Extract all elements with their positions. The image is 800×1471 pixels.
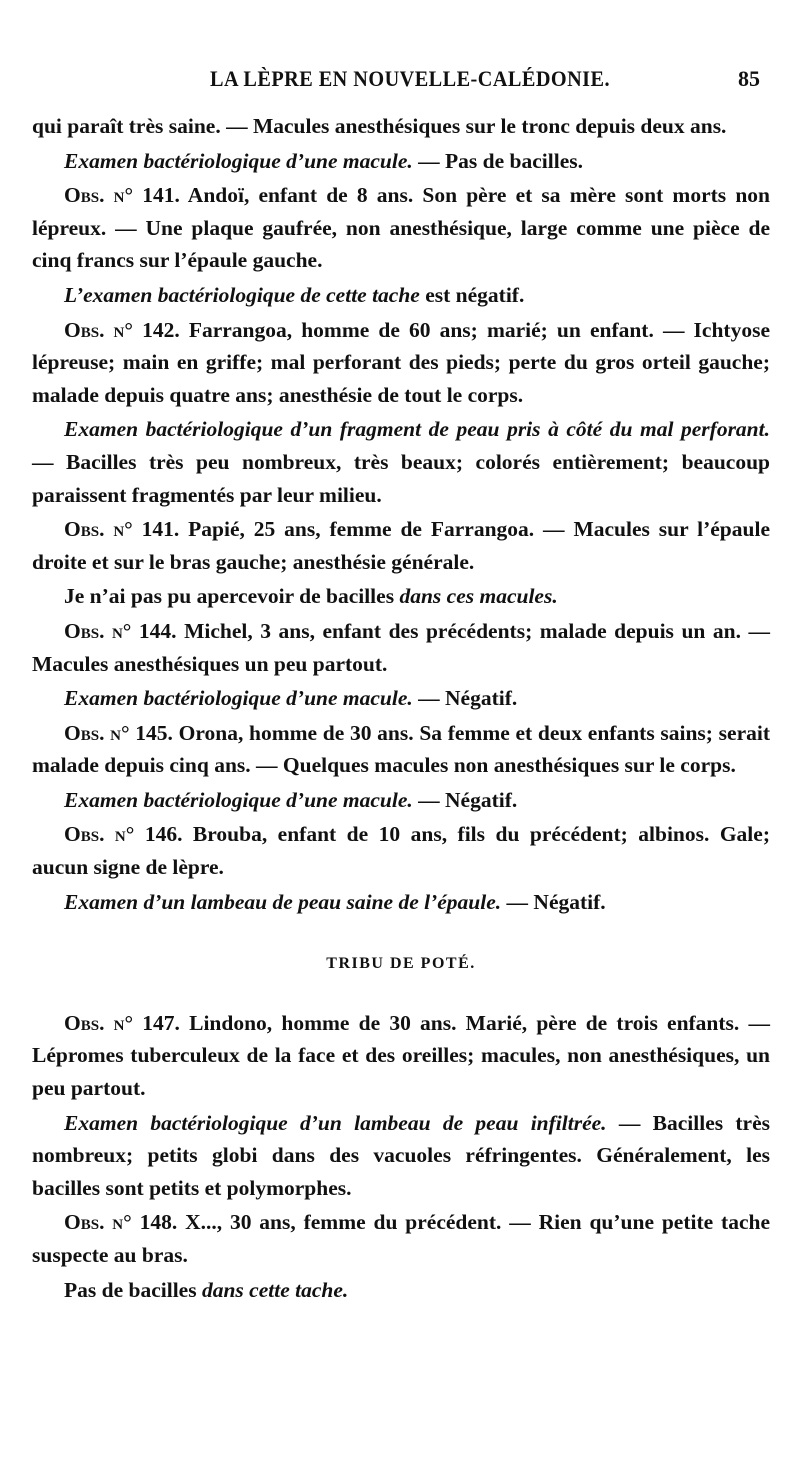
text: — Pas de bacilles. xyxy=(412,148,583,173)
text: Pas de bacilles xyxy=(64,1277,202,1302)
observation-label: Obs. n° 144. xyxy=(64,618,177,643)
body-text xyxy=(32,110,770,1306)
observation-146 xyxy=(32,818,770,883)
section-title: TRIBU DE POTÉ. xyxy=(326,955,476,973)
observation-141-papie xyxy=(32,513,770,578)
observation-label: Obs. n° 141. xyxy=(64,183,180,208)
observation-147 xyxy=(32,1007,770,1105)
paragraph xyxy=(32,784,770,817)
paragraph xyxy=(32,682,770,715)
observation-text: Michel, 3 ans, enfant des précédents; malade depuis un an. — Macules anesthésiques un peu partout. xyxy=(32,618,770,676)
paragraph xyxy=(32,1107,770,1205)
paragraph xyxy=(32,1274,770,1307)
observation-text: X..., 30 ans, femme du précédent. — Rien qu’une petite tache suspecte au bras. xyxy=(32,1210,770,1267)
italic-text: Examen bactériologique d’une macule. xyxy=(64,686,413,711)
observation-label: Obs. n° 147. xyxy=(64,1010,180,1035)
observation-text: Papié, 25 ans, femme de Farrangoa. — Macules sur l’épaule droite et sur le bras gauche; anesthésie générale. xyxy=(32,517,770,574)
italic-text: Examen bactériologique d’un lambeau de peau infiltrée. xyxy=(64,1110,607,1135)
text: est négatif. xyxy=(419,282,525,307)
observation-141-andoi xyxy=(32,179,770,277)
observation-text: Lindono, homme de 30 ans. Marié, père de trois enfants. — Lépromes tuberculeux de la face et des oreilles; macules, non anesthésiques, un peu partout. xyxy=(32,1010,770,1101)
text: — Bacilles très nombreux; petits globi dans des vacuoles réfringentes. Généralement, les bacilles sont petits et polymorphes. xyxy=(32,1110,771,1200)
observation-text: Orona, homme de 30 ans. Sa femme et deux enfants sains; serait malade depuis cinq ans. — Quelques macules non anesthésiques sur le corps. xyxy=(32,720,770,778)
italic-text: dans cette tache. xyxy=(201,1277,349,1302)
italic-text: Examen bactériologique d’un fragment de peau pris à côté du mal perforant. xyxy=(64,417,770,442)
italic-text: dans ces macules. xyxy=(399,584,558,609)
paragraph xyxy=(32,413,770,511)
paragraph: qui paraît très saine. — Macules anesthésiques sur le tronc depuis deux ans. xyxy=(32,114,727,138)
italic-text: Examen bactériologique d’une macule. xyxy=(64,148,413,173)
paragraph xyxy=(32,886,770,919)
observation-label: Obs. n° 145. xyxy=(64,720,173,745)
observation-text: Andoï, enfant de 8 ans. Son père et sa mère sont morts non lépreux. — Une plaque gaufrée, non anesthésique, large comme une pièce de cinq francs sur l’épaule gauche. xyxy=(32,183,770,273)
observation-145 xyxy=(32,717,770,782)
observation-label: Obs. n° 146. xyxy=(64,822,183,847)
observation-144 xyxy=(32,615,770,680)
observation-label: Obs. n° 142. xyxy=(64,317,180,342)
text: — Négatif. xyxy=(501,889,606,914)
page-header xyxy=(60,58,760,98)
observation-label: Obs. n° 148. xyxy=(64,1210,178,1235)
observation-148 xyxy=(32,1206,770,1271)
running-title: LA LÈPRE EN NOUVELLE-CALÉDONIE. xyxy=(209,66,611,91)
paragraph xyxy=(32,279,770,312)
observation-text: Farrangoa, homme de 60 ans; marié; un enfant. — Ichtyose lépreuse; main en griffe; mal perforant des pieds; perte du gros orteil gauche; malade depuis quatre ans; anesthésie de tout le corps. xyxy=(32,317,770,407)
italic-text: Examen bactériologique d’une macule. xyxy=(64,787,413,812)
text: — Négatif. xyxy=(412,686,518,711)
page-number: 85 xyxy=(738,66,760,91)
observation-label: Obs. n° 141. xyxy=(64,517,180,542)
italic-text: Examen d’un lambeau de peau saine de l’épaule. xyxy=(64,889,502,914)
italic-text: L’examen bactériologique de cette tache xyxy=(64,282,420,307)
text: Je n’ai pas pu apercevoir de bacilles xyxy=(64,584,400,609)
paragraph xyxy=(32,580,770,613)
observation-142 xyxy=(32,314,770,412)
paragraph xyxy=(32,145,770,178)
text: — Bacilles très peu nombreux, très beaux; colorés entièrement; beaucoup paraissent fragmentés par leur milieu. xyxy=(32,449,770,507)
observation-text: Brouba, enfant de 10 ans, fils du précédent; albinos. Gale; aucun signe de lèpre. xyxy=(32,822,770,880)
text: — Négatif. xyxy=(412,787,518,812)
